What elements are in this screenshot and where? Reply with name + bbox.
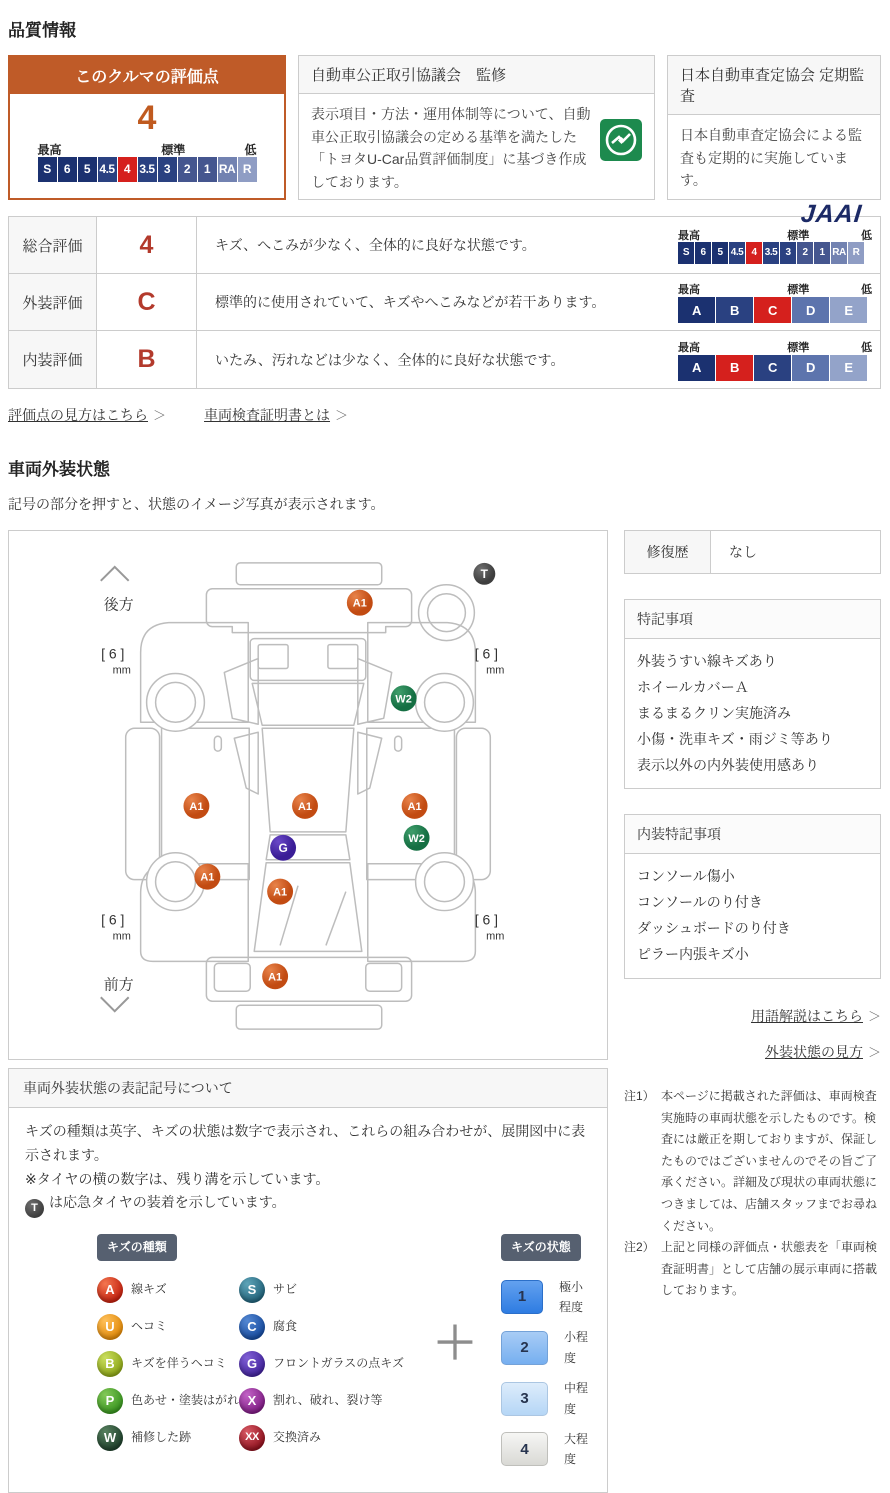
damage-state-badge-3: 3 (501, 1382, 548, 1416)
scale-label-high: 最高 (37, 142, 62, 157)
link-glossary[interactable]: 用語解説はこちら ＞ (750, 1008, 881, 1025)
scale-cell-5: 5 (78, 157, 97, 182)
scale-label-high: 最高 (678, 229, 700, 242)
damage-marker-A1[interactable] (267, 879, 293, 905)
scale-label-mid: 標準 (787, 284, 810, 296)
states-title-badge: キズの状態 (501, 1234, 581, 1260)
interior-note-item: コンソールのり付き (637, 894, 763, 911)
links-row (8, 405, 881, 425)
legend-text-3: T は応急タイヤの装着を示しています。 (25, 1191, 591, 1218)
damage-kind-P (97, 1388, 239, 1414)
damage-state-label: 極小程度 (559, 1279, 584, 1315)
exterior-section-title: 車両外装状態 (8, 460, 110, 479)
damage-marker-A1[interactable] (347, 590, 373, 616)
rear-direction-label: 後方 (103, 596, 134, 614)
svg-text:W2: W2 (395, 693, 412, 706)
row-label: 総合評価 (9, 217, 97, 273)
scale-cell-3.5: 3.5 (763, 242, 779, 264)
scale-cell-3: 3 (158, 157, 177, 182)
damage-marker-A1[interactable] (183, 793, 209, 819)
fair-trade-logo-icon (600, 119, 642, 168)
damage-kind-X (239, 1388, 417, 1414)
damage-kind-U (97, 1314, 239, 1340)
damage-kind-badge-G: G (239, 1351, 265, 1377)
jaai-logo: JAAI (799, 200, 864, 229)
scale-cell-4.5: 4.5 (729, 242, 745, 264)
svg-text:A1: A1 (298, 800, 313, 813)
svg-text:A1: A1 (189, 800, 204, 813)
evaluation-table (8, 216, 881, 389)
scale-cell-S: S (38, 157, 57, 182)
scale-cell-6: 6 (58, 157, 77, 182)
special-note-item: 小傷・洗車キズ・雨ジミ等あり (637, 730, 833, 747)
scale-label-high: 最高 (678, 284, 700, 296)
damage-kind-B (97, 1351, 239, 1377)
damage-marker-G[interactable] (270, 835, 296, 861)
damage-kind-label: 補修した跡 (131, 1430, 192, 1445)
scale-cell-4: 4 (118, 157, 137, 182)
scale-cell-D: D (792, 297, 829, 323)
scale-cell-2: 2 (797, 242, 813, 264)
scale-label-mid: 標準 (787, 229, 810, 242)
damage-kind-label: 交換済み (273, 1430, 322, 1445)
scale-cell-R: R (848, 242, 864, 264)
damage-marker-A1[interactable] (292, 793, 318, 819)
scale-label-low: 低 (861, 284, 872, 296)
scale-cell-B: B (716, 355, 753, 381)
damage-kind-label: フロントガラスの点キズ (273, 1356, 405, 1371)
damage-kind-badge-XX: XX (239, 1425, 265, 1451)
damage-state-label: 大程度 (564, 1431, 589, 1467)
front-direction-label: 前方 (103, 976, 134, 994)
kinds-title-badge: キズの種類 (97, 1234, 177, 1260)
scale-cell-B: B (716, 297, 753, 323)
chevron-right-icon: ＞ (153, 408, 167, 423)
damage-marker-A1[interactable] (194, 864, 220, 890)
chevron-down-icon (101, 997, 129, 1011)
damage-marker-W2[interactable] (404, 825, 430, 851)
jaai-box (667, 55, 881, 229)
svg-text:A1: A1 (352, 597, 367, 610)
scale-label-high: 最高 (678, 341, 700, 354)
interior-notes-box (624, 814, 881, 979)
damage-kind-XX (239, 1425, 417, 1451)
scale-cell-2: 2 (178, 157, 197, 182)
exterior-main-row (8, 530, 881, 1493)
car-diagram-svg (9, 531, 607, 1059)
exterior-scale (678, 281, 880, 323)
fair-trade-header: 自動車公正取引協議会 監修 (299, 56, 654, 94)
interior-note-item: コンソール傷小 (637, 868, 735, 885)
damage-kind-label: サビ (273, 1282, 298, 1297)
scale-cell-R: R (238, 157, 257, 182)
repair-history-label: 修復歴 (625, 531, 711, 573)
damage-state-label: 中程度 (564, 1381, 589, 1416)
link-inspection-certificate[interactable]: 車両検査証明書とは ＞ (204, 407, 349, 423)
svg-text:G: G (278, 840, 288, 855)
scale-label-low: 低 (861, 229, 872, 242)
damage-kind-W (97, 1425, 239, 1451)
scale-cell-C: C (754, 297, 791, 323)
exterior-grade: C (97, 274, 197, 330)
chevron-right-icon: ＞ (867, 1045, 881, 1061)
score-box-header: このクルマの評価点 (10, 57, 284, 94)
scale-cell-A: A (678, 297, 715, 323)
scale-cell-E: E (830, 355, 867, 381)
damage-kind-badge-A: A (97, 1277, 123, 1303)
scale-cell-5: 5 (712, 242, 728, 264)
tread-unit-label: mm (112, 930, 131, 943)
interior-grade: B (97, 331, 197, 388)
tire-tread-depth: [ 6 ] (101, 645, 125, 662)
damage-kind-badge-X: X (239, 1388, 265, 1414)
direction-chevrons (101, 567, 129, 1011)
damage-kind-G (239, 1351, 417, 1377)
scale-cell-E: E (830, 297, 867, 323)
damage-marker-W2[interactable] (391, 685, 417, 711)
damage-kind-A (97, 1277, 239, 1303)
svg-text:A1: A1 (273, 886, 288, 899)
damage-kind-badge-C: C (239, 1314, 265, 1340)
repair-history-table (624, 530, 881, 574)
tread-unit-label: mm (486, 930, 505, 943)
damage-state-badge-4: 4 (501, 1432, 548, 1466)
page-title: 品質情報 (8, 21, 76, 40)
svg-text:A1: A1 (407, 800, 422, 813)
scale-cell-A: A (678, 355, 715, 381)
interior-notes-title: 内装特記事項 (625, 815, 880, 854)
svg-text:T: T (480, 566, 488, 581)
special-note-item: 表示以外の内外装使用感あり (637, 756, 819, 773)
link-rating-guide[interactable]: 評価点の見方はこちら ＞ (8, 407, 167, 423)
svg-text:A1: A1 (200, 871, 215, 884)
damage-kind-label: キズを伴うヘコミ (131, 1356, 227, 1371)
car-damage-diagram (8, 530, 608, 1060)
scale-cell-C: C (754, 355, 791, 381)
scale-label-low: 低 (861, 341, 872, 354)
svg-text:A1: A1 (268, 971, 283, 984)
scale-cell-1: 1 (814, 242, 830, 264)
fair-trade-box (298, 55, 655, 200)
damage-kind-label: 割れ、破れ、裂け等 (273, 1393, 383, 1408)
damage-state-2 (501, 1327, 591, 1368)
tread-unit-label: mm (486, 664, 505, 677)
table-row-exterior (9, 274, 880, 331)
interior-note-item: ダッシュボードのり付き (637, 920, 791, 937)
legend-text-1: キズの種類は英字、キズの状態は数字で表示され、これらの組み合わせが、展開図中に表示されます。 (25, 1123, 586, 1163)
damage-kind-S (239, 1277, 417, 1303)
damage-marker-A1[interactable] (402, 793, 428, 819)
jaai-body: 日本自動車査定協会による監査も定期的に実施しています。 (680, 127, 862, 189)
damage-kind-badge-S: S (239, 1277, 265, 1303)
tread-unit-label: mm (112, 664, 131, 677)
damage-state-badge-1: 1 (501, 1280, 543, 1314)
scale-cell-3.5: 3.5 (138, 157, 157, 182)
overall-scale (678, 227, 880, 264)
footnote-2: 注2） 上記と同様の評価点・状態表を「車両検査証明書」として店舗の展示車両に搭載しております。 (624, 1240, 878, 1298)
special-notes-box (624, 599, 881, 789)
link-exterior-guide[interactable]: 外装状態の見方 ＞ (764, 1044, 881, 1061)
scale-cell-RA: RA (218, 157, 237, 182)
scale-cell-4.5: 4.5 (98, 157, 117, 182)
spare-tire-symbol-icon: T (25, 1199, 44, 1218)
damage-kind-label: 腐食 (273, 1319, 298, 1334)
score-scale (38, 141, 257, 182)
damage-kind-C (239, 1314, 417, 1340)
top-row (8, 55, 881, 229)
scale-cell-RA: RA (831, 242, 847, 264)
tire-tread-depth: [ 6 ] (101, 911, 125, 928)
scale-cell-S: S (678, 242, 694, 264)
overall-description: キズ、へこみが少なく、全体的に良好な状態です。 (215, 237, 536, 253)
legend-header: 車両外装状態の表記記号について (9, 1069, 607, 1108)
chevron-right-icon: ＞ (335, 408, 349, 423)
scale-label-mid: 標準 (161, 142, 186, 157)
fair-trade-body: 表示項目・方法・運用体制等について、自動車公正取引協議会の定める基準を満たした「トヨタU-Car品質評価制度」に基づき作成しております。 (311, 106, 591, 191)
exterior-section-description: 記号の部分を押すと、状態のイメージ写真が表示されます。 (8, 496, 385, 512)
damage-state-1 (501, 1277, 591, 1318)
scale-label-low: 低 (244, 142, 257, 157)
legend-text-2: ※タイヤの横の数字は、残り溝を示しています。 (25, 1170, 330, 1187)
score-box (8, 55, 286, 200)
damage-state-badge-2: 2 (501, 1331, 548, 1365)
special-note-item: まるまるクリン実施済み (637, 704, 791, 721)
scale-cell-3: 3 (780, 242, 796, 264)
damage-kind-label: 線キズ (131, 1282, 167, 1297)
jaai-header: 日本自動車査定協会 定期監査 (668, 56, 880, 115)
row-label: 内装評価 (9, 331, 97, 388)
damage-marker-A1[interactable] (262, 963, 288, 989)
damage-kind-badge-W: W (97, 1425, 123, 1451)
scale-label-mid: 標準 (787, 341, 810, 354)
damage-kind-label: 色あせ・塗装はがれ (131, 1393, 240, 1408)
damage-state-label: 小程度 (564, 1330, 589, 1365)
special-note-item: 外装うすい線キズあり (637, 653, 777, 669)
chevron-up-icon (101, 567, 129, 581)
scale-cell-1: 1 (198, 157, 217, 182)
table-row-overall (9, 217, 880, 274)
chevron-right-icon: ＞ (867, 1009, 881, 1025)
scale-cell-D: D (792, 355, 829, 381)
footnotes (624, 1086, 881, 1302)
damage-kind-badge-P: P (97, 1388, 123, 1414)
tire-tread-depth: [ 6 ] (474, 645, 498, 662)
damage-kind-badge-B: B (97, 1351, 123, 1377)
special-note-item: ホイールカバーＡ (637, 678, 749, 695)
tire-tread-depth: [ 6 ] (474, 911, 498, 928)
overall-grade: 4 (97, 217, 197, 273)
interior-note-item: ピラー内張キズ小 (637, 946, 749, 963)
svg-text:W2: W2 (408, 832, 425, 845)
interior-description: いたみ、汚れなどは少なく、全体的に良好な状態です。 (215, 351, 565, 368)
table-row-interior (9, 331, 880, 388)
damage-kind-legend (97, 1234, 417, 1470)
scale-cell-4: 4 (746, 242, 762, 264)
damage-state-legend (501, 1234, 591, 1470)
interior-scale (678, 339, 880, 381)
score-value: 4 (137, 99, 157, 137)
damage-marker-T (473, 563, 495, 585)
scale-cell-6: 6 (695, 242, 711, 264)
damage-kind-badge-U: U (97, 1314, 123, 1340)
damage-kind-label: ヘコミ (131, 1319, 168, 1334)
damage-state-4 (501, 1429, 591, 1470)
damage-state-3 (501, 1378, 591, 1419)
plus-icon: ＋ (433, 1319, 477, 1369)
repair-history-value: なし (729, 544, 757, 560)
row-label: 外装評価 (9, 274, 97, 330)
legend-box (8, 1068, 608, 1493)
footnote-1: 注1） 本ページに掲載された評価は、車両検査実施時の車両状態を示したものです。検査には厳正を期しておりますが、保証したものではございませんのでその旨ご了承ください。詳細及び現状の車両状態につきましては、店舗スタッフまでお尋ねください。 (624, 1089, 878, 1233)
special-notes-title: 特記事項 (625, 600, 880, 639)
exterior-description: 標準的に使用されていて、キズやへこみなどが若干あります。 (215, 294, 606, 310)
